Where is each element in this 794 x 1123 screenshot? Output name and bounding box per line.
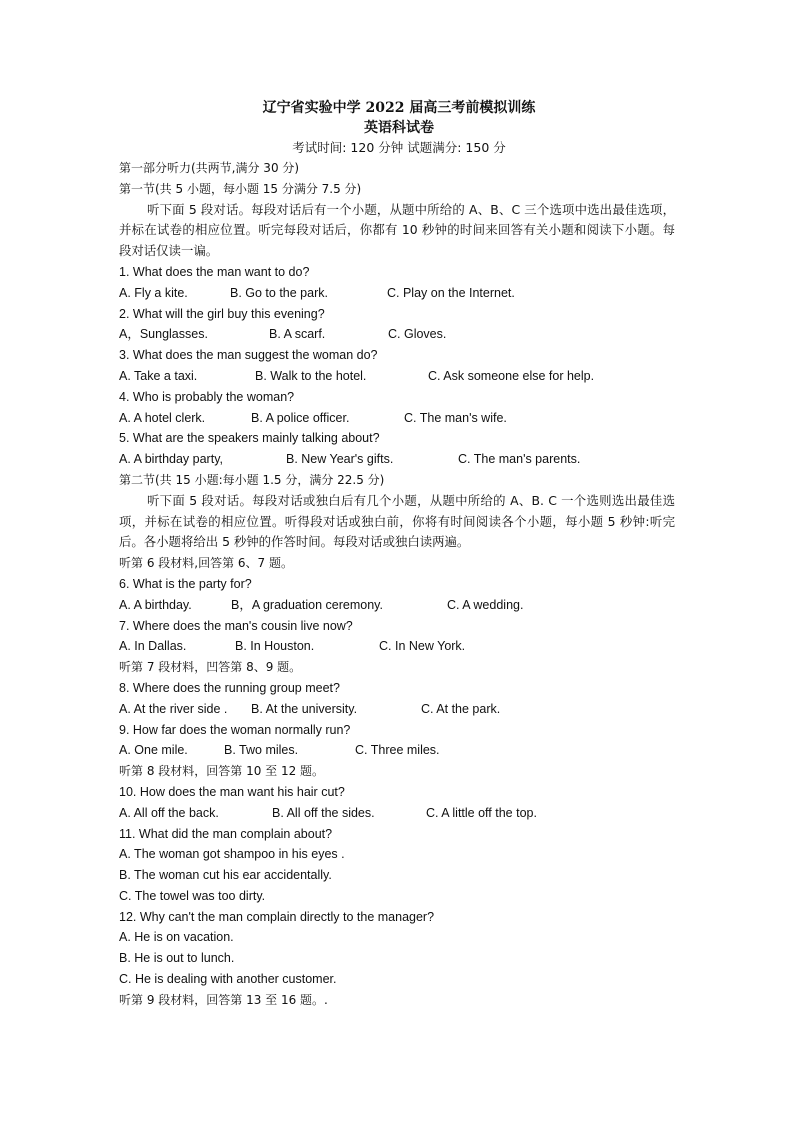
option-b: B. A scarf. [269, 327, 326, 342]
question-1: 1. What does the man want to do? [119, 264, 310, 279]
question-9: 9. How far does the woman normally run? [119, 722, 351, 737]
question-7: 7. Where does the man's cousin live now? [119, 618, 353, 633]
option-b: B. A police officer. [251, 410, 350, 425]
question-10: 10. How does the man want his hair cut? [119, 784, 345, 799]
option-a: A，Sunglasses. [119, 327, 208, 342]
question-5: 5. What are the speakers mainly talking about? [119, 431, 380, 446]
options-9 [119, 740, 679, 761]
exam-info: 考试时间: 120 分钟 试题满分: 150 分 [292, 140, 506, 155]
option-c: C. Three miles. [355, 743, 440, 758]
options-6 [119, 595, 679, 616]
question-8: 8. Where does the running group meet? [119, 680, 340, 695]
option-b: B. All off the sides. [272, 805, 375, 820]
option-b: B，A graduation ceremony. [231, 597, 383, 612]
option-a: A. Fly a kite. [119, 285, 188, 300]
option-a: A. One mile. [119, 743, 188, 758]
option-c: C. Ask someone else for help. [428, 368, 595, 383]
option-a: A. In Dallas. [119, 639, 187, 654]
option-c: C. He is dealing with another customer. [119, 972, 337, 987]
group-intro-8: 听第 8 段材料，回答第 10 至 12 题。 [119, 764, 325, 779]
option-a: A. A birthday party, [119, 452, 223, 467]
option-b: B. Go to the park. [230, 285, 328, 300]
option-a: A. Take a taxi. [119, 368, 198, 383]
option-c: C. A little off the top. [426, 805, 537, 820]
option-a: A. At the river side . [119, 701, 228, 716]
option-a: A. A birthday. [119, 597, 192, 612]
group-intro-7: 听第 7 段材料，凹答第 8、9 题。 [119, 660, 302, 675]
section2-heading: 第二节(共 15 小题:每小题 1.5 分，满分 22.5 分) [119, 472, 385, 487]
option-c: C. Gloves. [388, 327, 447, 342]
option-c: C. The towel was too dirty. [119, 888, 266, 903]
option-b: B. At the university. [251, 701, 358, 716]
option-c: C. The man's wife. [404, 410, 507, 425]
group-intro-6: 听第 6 段材料,回答第 6、7 题。 [119, 556, 293, 571]
options-4 [119, 408, 679, 429]
exam-title: 辽宁省实验中学 2022 届高三考前模拟训练 [262, 100, 536, 116]
option-a: A. He is on vacation. [119, 930, 234, 945]
question-4: 4. Who is probably the woman? [119, 389, 295, 404]
question-2: 2. What will the girl buy this evening? [119, 306, 325, 321]
option-a: A. A hotel clerk. [119, 410, 206, 425]
options-7 [119, 636, 679, 657]
option-b: B. In Houston. [235, 639, 315, 654]
option-b: B. Walk to the hotel. [255, 368, 367, 383]
options-5 [119, 449, 679, 470]
option-b: B. New Year's gifts. [286, 452, 394, 467]
question-3: 3. What does the man suggest the woman do? [119, 348, 378, 363]
option-b: B. He is out to lunch. [119, 951, 235, 966]
option-c: C. A wedding. [447, 597, 524, 612]
question-11: 11. What did the man complain about? [119, 826, 333, 841]
option-a: A. The woman got shampoo in his eyes . [119, 847, 345, 862]
section1-instructions: 听下面 5 段对话。每段对话后有一个小题，从题中所给的 A、B、C 三个选项中选出最佳选项，并标在试卷的相应位置。听完每段对话后，你都有 10 秒钟的时间来回答有关小题和阅读下小题。每段对话仅读一谝。 [119, 201, 675, 259]
options-8 [119, 699, 679, 720]
option-a: A. All off the back. [119, 805, 219, 820]
question-12: 12. Why can't the man complain directly to the manager? [119, 909, 435, 924]
group-intro-9: 听第 9 段材料，回答第 13 至 16 题。. [119, 992, 328, 1007]
option-b: B. Two miles. [224, 743, 299, 758]
option-c: C. In New York. [379, 639, 466, 654]
options-10 [119, 803, 679, 824]
exam-content [119, 98, 679, 1011]
options-3 [119, 366, 679, 387]
option-c: C. Play on the Internet. [387, 285, 515, 300]
part1-heading: 第一部分听力(共两节,满分 30 分) [119, 161, 300, 175]
question-6: 6. What is the party for? [119, 576, 252, 591]
options-1 [119, 283, 679, 304]
option-b: B. The woman cut his ear accidentally. [119, 868, 332, 883]
options-2 [119, 324, 679, 345]
exam-subtitle: 英语科试卷 [364, 120, 434, 136]
option-c: C. At the park. [421, 701, 501, 716]
section2-instructions: 听下面 5 段对话。每段对话或独白后有几个小题，从题中所给的 A、B. C 一个选则选出最佳选项，并标在试卷的相应位置。听得段对话或独白前，你将有时间阅读各个小题，每小题 5 秒钟:听完后。各小题将给出 5 秒钟的作答时间。每段对话或独白读两遍。 [119, 492, 675, 550]
section1-heading: 第一节(共 5 小题，每小题 15 分满分 7.5 分) [119, 181, 362, 196]
option-c: C. The man's parents. [458, 452, 581, 467]
